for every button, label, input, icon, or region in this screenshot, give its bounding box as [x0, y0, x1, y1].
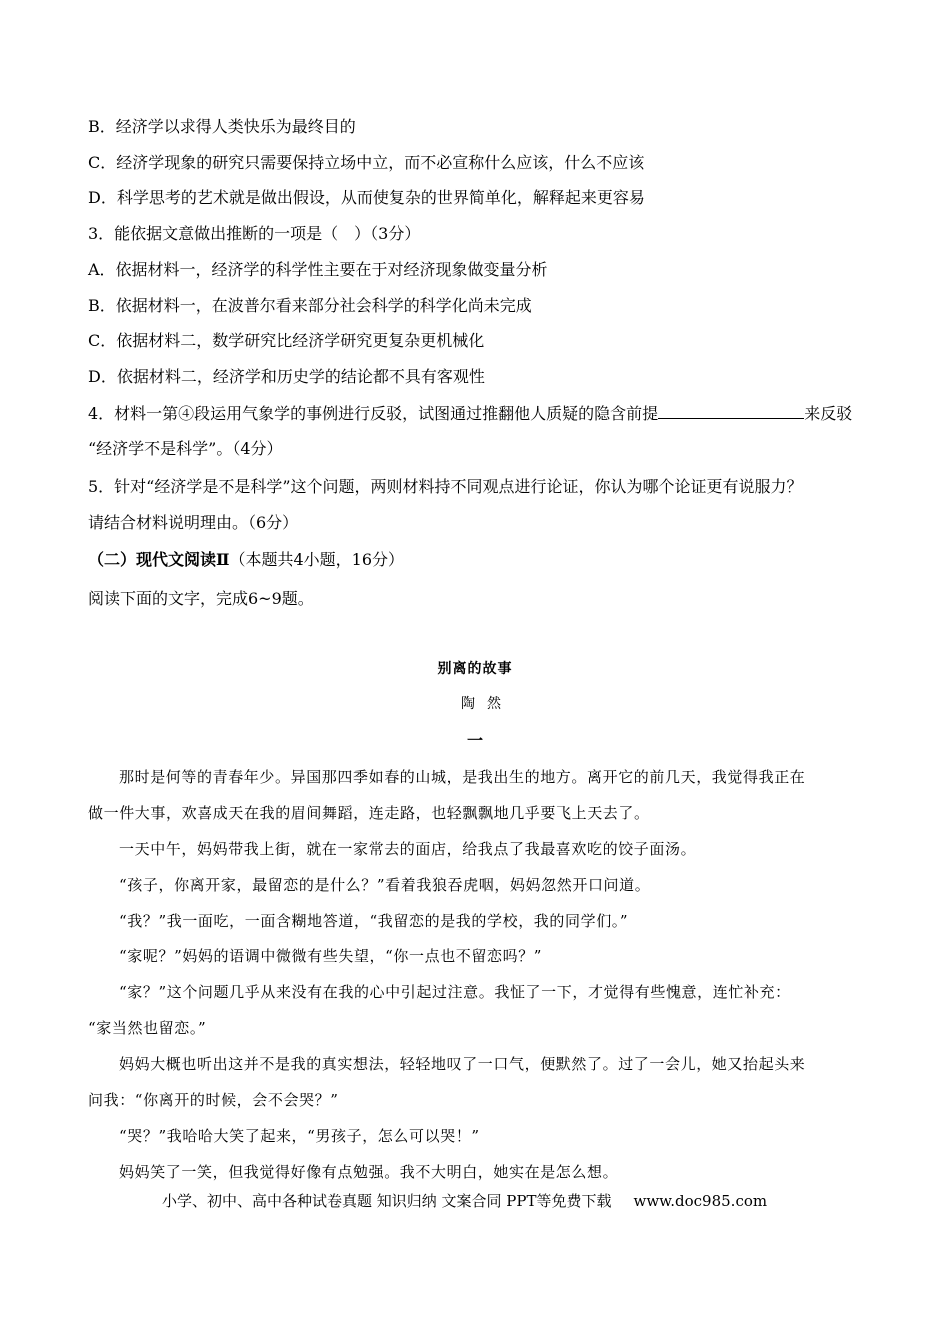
story-paragraph: 做一件大事，欢喜成天在我的眉间舞蹈，连走路，也轻飘飘地几乎要飞上天去了。 [88, 804, 650, 822]
q4-text-after: 来反驳 [804, 404, 853, 423]
q3-option-b: B．依据材料一，在波普尔看来部分社会科学的科学化尚未完成 [88, 296, 532, 315]
story-paragraph: 问我：“你离开的时候，会不会哭？” [88, 1091, 339, 1109]
story-title: 别离的故事 [437, 661, 513, 677]
story-paragraph: “家呢？”妈妈的语调中微微有些失望，“你一点也不留恋吗？” [119, 947, 543, 965]
section-heading-bold: （二）现代文阅读Ⅱ [88, 550, 230, 569]
story-author: 陶然 [461, 696, 513, 712]
footer-text: 小学、初中、高中各种试卷真题 知识归纳 文案合同 PPT等免费下载 [162, 1192, 612, 1210]
story-paragraph: “我？”我一面吃，一面含糊地答道，“我留恋的是我的学校，我的同学们。” [119, 912, 629, 930]
story-paragraph: 妈妈笑了一笑，但我觉得好像有点勉强。我不大明白，她实在是怎么想。 [119, 1163, 619, 1181]
q5-line-2: 请结合材料说明理由。（6分） [88, 513, 299, 532]
section-instruction: 阅读下面的文字，完成6~9题。 [88, 589, 314, 608]
footer-link[interactable]: www.doc985.com [633, 1192, 768, 1210]
story-paragraph: 一天中午，妈妈带我上街，就在一家常去的面店，给我点了我最喜欢吃的饺子面汤。 [119, 840, 697, 858]
story-paragraph: “家当然也留恋。” [88, 1019, 207, 1037]
q5-line-1: 5．针对“经济学是不是科学”这个问题，两则材料持不同观点进行论证，你认为哪个论证更有说服力？ [88, 477, 803, 496]
q3-stem: 3．能依据文意做出推断的一项是（ ）（3分） [88, 224, 421, 243]
story-section-number: 一 [466, 731, 483, 750]
story-paragraph: 那时是何等的青春年少。异国那四季如春的山城，是我出生的地方。离开它的前几天，我觉得我正在 [119, 768, 806, 786]
answer-blank[interactable] [658, 403, 804, 419]
q4-line-2: “经济学不是科学”。（4分） [88, 439, 283, 458]
story-paragraph: 妈妈大概也听出这并不是我的真实想法，轻轻地叹了一口气，便默然了。过了一会儿，她又抬起头来 [119, 1055, 806, 1073]
q2-option-d: D．科学思考的艺术就是做出假设，从而使复杂的世界简单化，解释起来更容易 [88, 188, 645, 207]
q3-option-c: C．依据材料二，数学研究比经济学研究更复杂更机械化 [88, 331, 485, 350]
q2-option-c: C．经济学现象的研究只需要保持立场中立，而不必宣称什么应该，什么不应该 [88, 153, 645, 172]
story-paragraph: “哭？”我哈哈大笑了起来，“男孩子，怎么可以哭！” [119, 1127, 480, 1145]
story-paragraph: “家？”这个问题几乎从来没有在我的心中引起过注意。我怔了一下，才觉得有些愧意，连忙补充： [119, 983, 791, 1001]
section-heading [88, 550, 404, 570]
footer [162, 1191, 767, 1211]
section-heading-rest: （本题共4小题，16分） [229, 550, 405, 569]
story-paragraph: “孩子，你离开家，最留恋的是什么？”看着我狼吞虎咽，妈妈忽然开口问道。 [119, 876, 651, 894]
q4-line-1 [88, 403, 852, 424]
q4-text-before: 4．材料一第④段运用气象学的事例进行反驳，试图通过推翻他人质疑的隐含前提 [88, 404, 659, 423]
q2-option-b: B．经济学以求得人类快乐为最终目的 [88, 117, 356, 136]
q3-option-d: D．依据材料二，经济学和历史学的结论都不具有客观性 [88, 367, 485, 386]
q3-option-a: A．依据材料一，经济学的科学性主要在于对经济现象做变量分析 [88, 260, 548, 279]
